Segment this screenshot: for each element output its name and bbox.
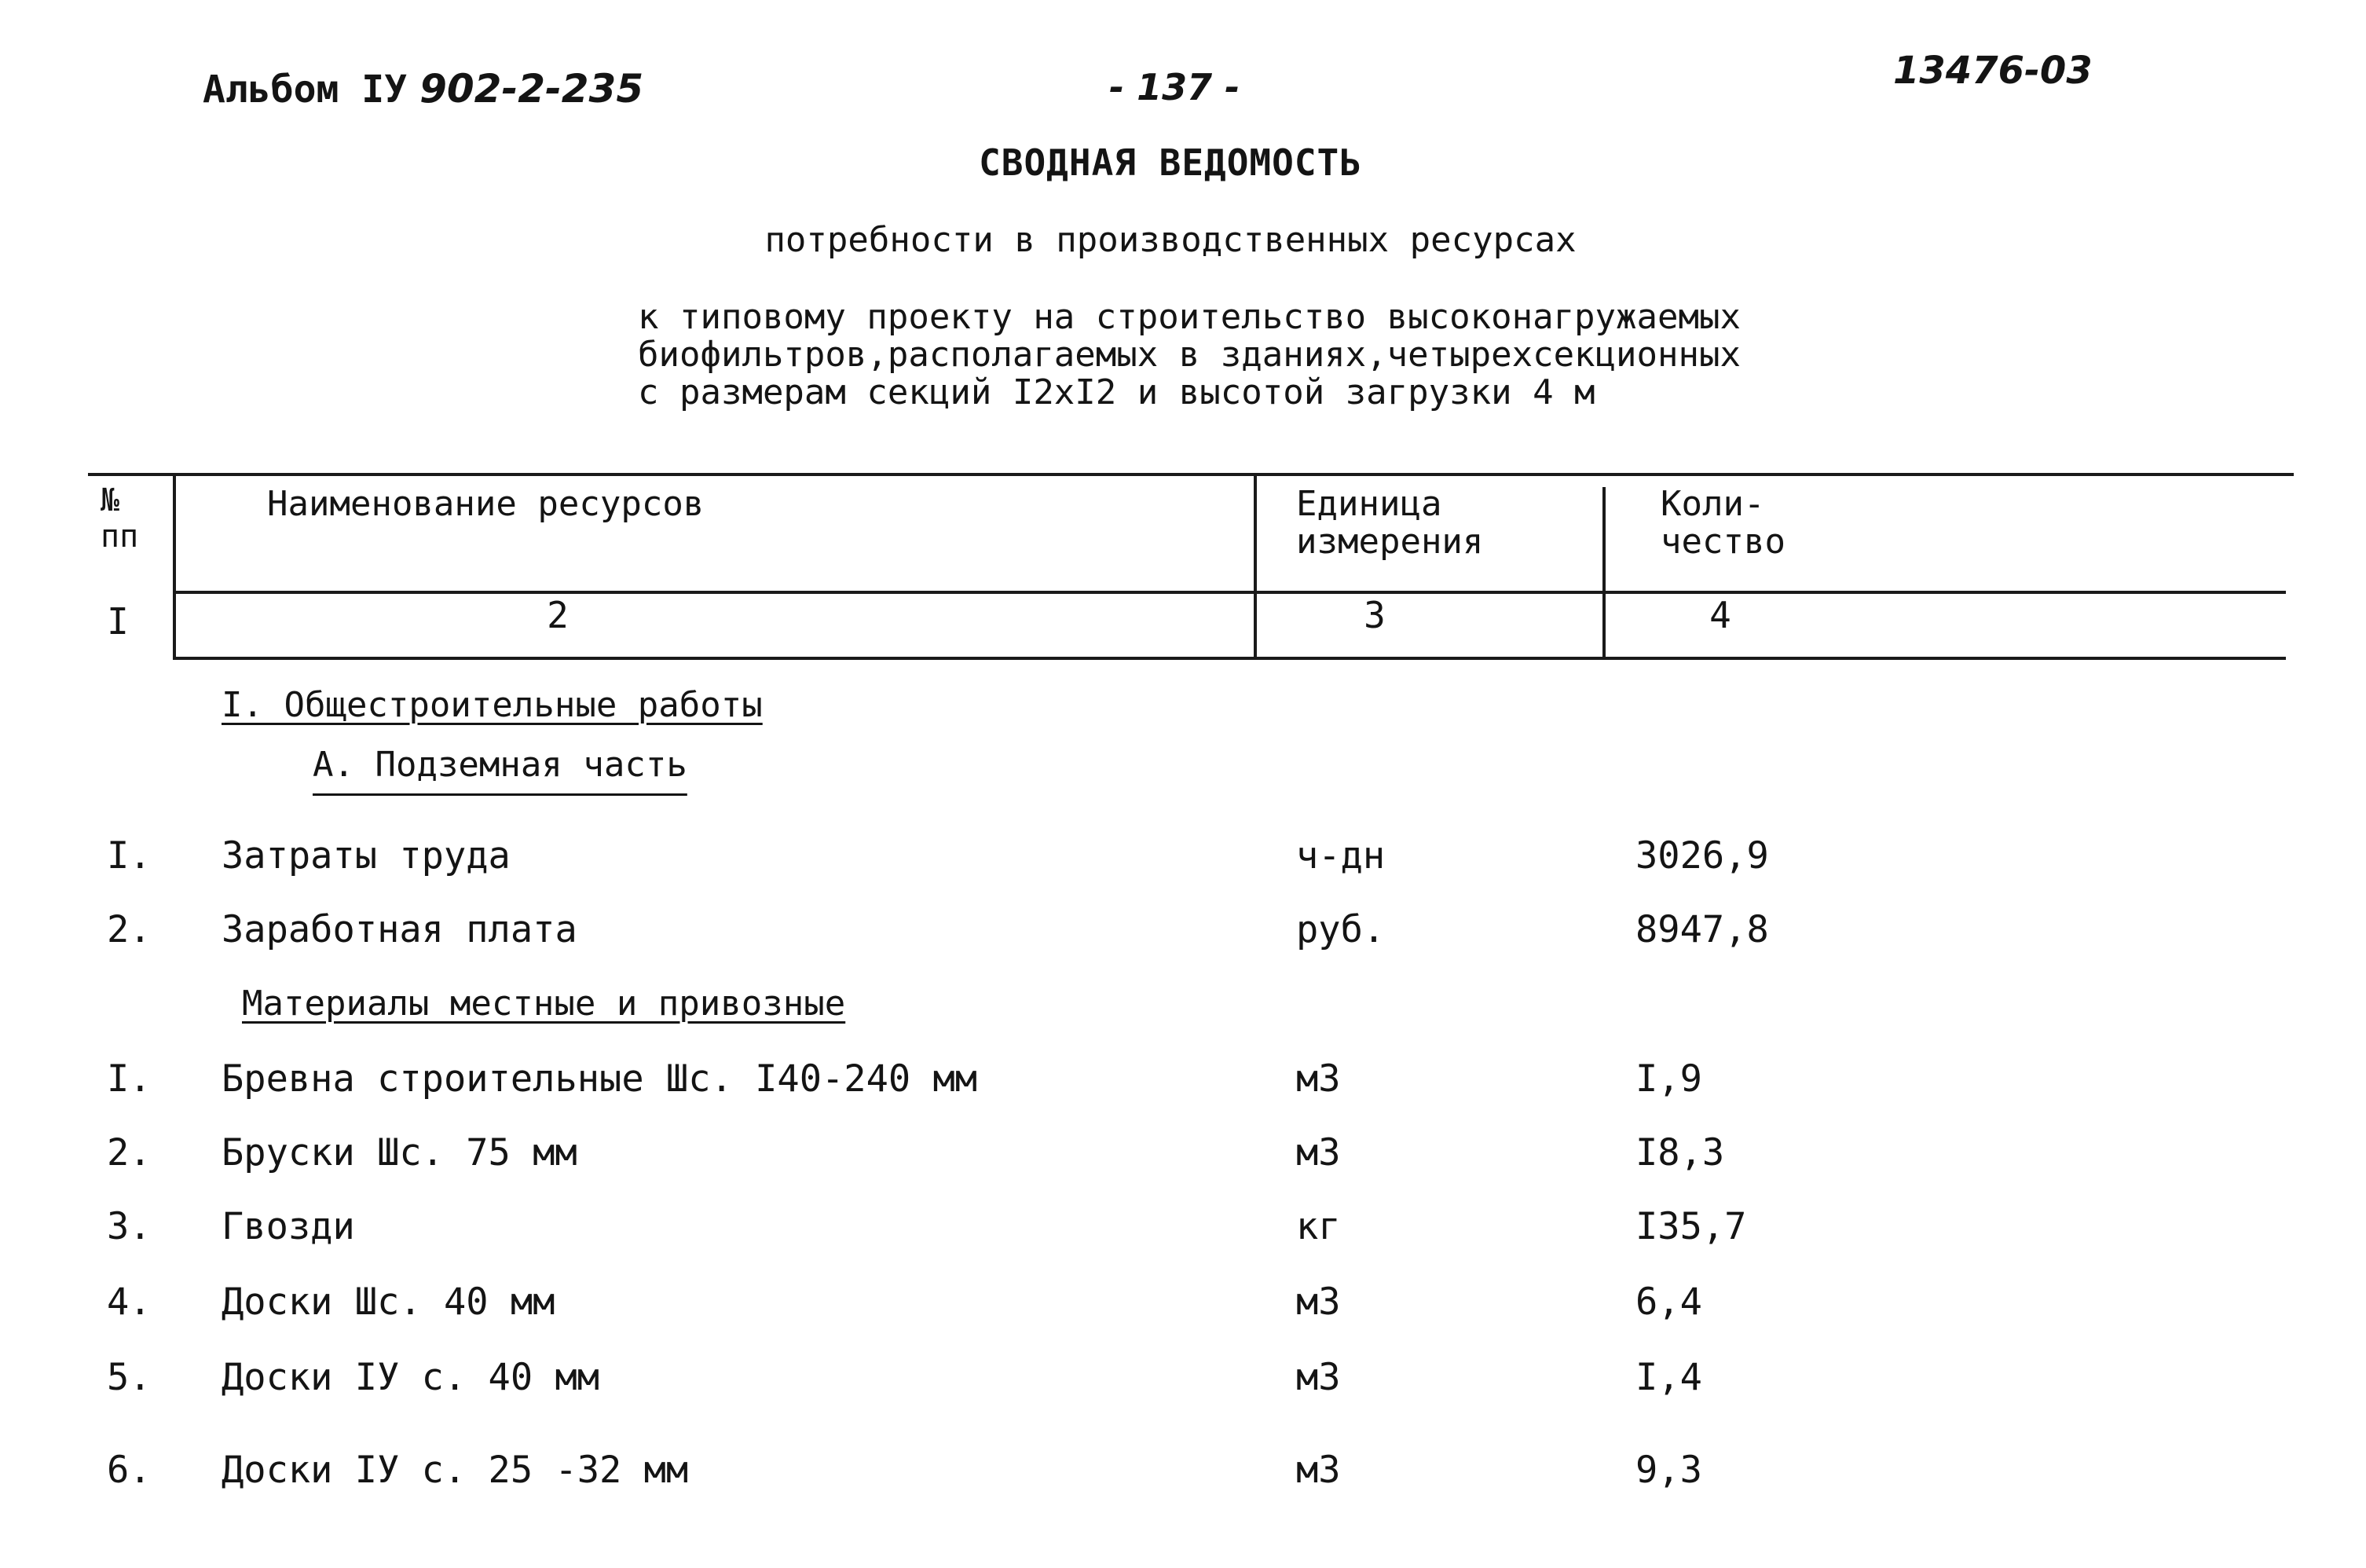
column-number-1: I <box>107 600 129 643</box>
row-resource-name: Доски Шс. 40 мм <box>222 1280 555 1324</box>
header-quantity-line-2: чество <box>1661 522 1785 562</box>
row-number: 3. <box>107 1205 152 1248</box>
header-unit-line-1: Единица <box>1296 484 1442 524</box>
row-resource-name: Бревна строительные Шс. I40-240 мм <box>222 1057 978 1101</box>
row-resource-name: Доски IУ с. 40 мм <box>222 1356 600 1399</box>
table-header-rule <box>173 591 2286 594</box>
row-unit: руб. <box>1296 908 1386 951</box>
row-number: 2. <box>107 908 152 951</box>
row-quantity: 9,3 <box>1635 1449 1702 1492</box>
description-line-2: биофильтров,располагаемых в зданиях,четырехсекционных <box>638 335 1741 375</box>
row-resource-name: Заработная плата <box>222 908 577 951</box>
album-label: Альбом IУ <box>203 68 408 112</box>
row-unit: ч-дн <box>1296 834 1386 877</box>
header-unit-line-2: измерения <box>1296 522 1484 562</box>
row-unit: м3 <box>1296 1057 1341 1101</box>
row-number: 4. <box>107 1280 152 1324</box>
table-divider-3 <box>1602 487 1606 658</box>
row-quantity: 3026,9 <box>1635 834 1769 877</box>
project-description <box>638 299 1741 412</box>
row-unit: м3 <box>1296 1449 1341 1492</box>
header-number-line-1: № <box>101 482 120 518</box>
row-quantity: I35,7 <box>1635 1205 1747 1248</box>
document-subtitle: потребности в производственных ресурсах <box>764 220 1577 260</box>
row-number: I. <box>107 834 152 877</box>
document-title: СВОДНАЯ ВЕДОМОСТЬ <box>979 141 1362 184</box>
row-quantity: I,4 <box>1635 1356 1702 1399</box>
table-divider-2 <box>1254 476 1257 658</box>
column-number-2: 2 <box>547 594 569 636</box>
row-resource-name: Затраты труда <box>222 834 511 877</box>
row-resource-name: Бруски Шс. 75 мм <box>222 1131 577 1174</box>
row-unit: м3 <box>1296 1131 1341 1174</box>
section-heading: I. Общестроительные работы <box>222 685 763 725</box>
description-line-3: с размерам секций I2xI2 и высотой загрузки 4 м <box>638 372 1595 412</box>
row-resource-name: Доски IУ с. 25 -32 мм <box>222 1449 689 1492</box>
row-number: 6. <box>107 1449 152 1492</box>
column-number-3: 3 <box>1364 594 1386 636</box>
album-reference <box>203 66 643 112</box>
row-number: 2. <box>107 1131 152 1174</box>
header-quantity-line-1: Коли- <box>1661 484 1765 524</box>
row-resource-name: Гвозди <box>222 1205 355 1248</box>
header-number-line-2: пп <box>101 518 139 555</box>
header-unit <box>1296 485 1483 561</box>
header-quantity <box>1661 485 1785 561</box>
table-top-rule <box>88 473 2294 476</box>
header-number <box>101 482 138 555</box>
table-number-row-rule <box>173 657 2286 660</box>
album-code: 902-2-235 <box>419 66 644 112</box>
row-quantity: I,9 <box>1635 1057 1702 1101</box>
page-number: - 137 - <box>1109 66 1240 108</box>
header-resource-name: Наименование ресурсов <box>267 484 705 524</box>
row-number: 5. <box>107 1356 152 1399</box>
row-unit: м3 <box>1296 1356 1341 1399</box>
column-number-4: 4 <box>1709 594 1731 636</box>
row-unit: кг <box>1296 1205 1341 1248</box>
row-quantity: 8947,8 <box>1635 908 1769 951</box>
row-number: I. <box>107 1057 152 1101</box>
table-divider-1 <box>173 476 176 658</box>
row-quantity: 6,4 <box>1635 1280 1702 1324</box>
row-quantity: I8,3 <box>1635 1131 1725 1174</box>
document-number: 13476-03 <box>1893 49 2093 93</box>
materials-heading: Материалы местные и привозные <box>242 984 846 1024</box>
subsection-heading: А. Подземная часть <box>313 745 687 785</box>
description-line-1: к типовому проекту на строительство высоконагружаемых <box>638 297 1741 337</box>
row-unit: м3 <box>1296 1280 1341 1324</box>
